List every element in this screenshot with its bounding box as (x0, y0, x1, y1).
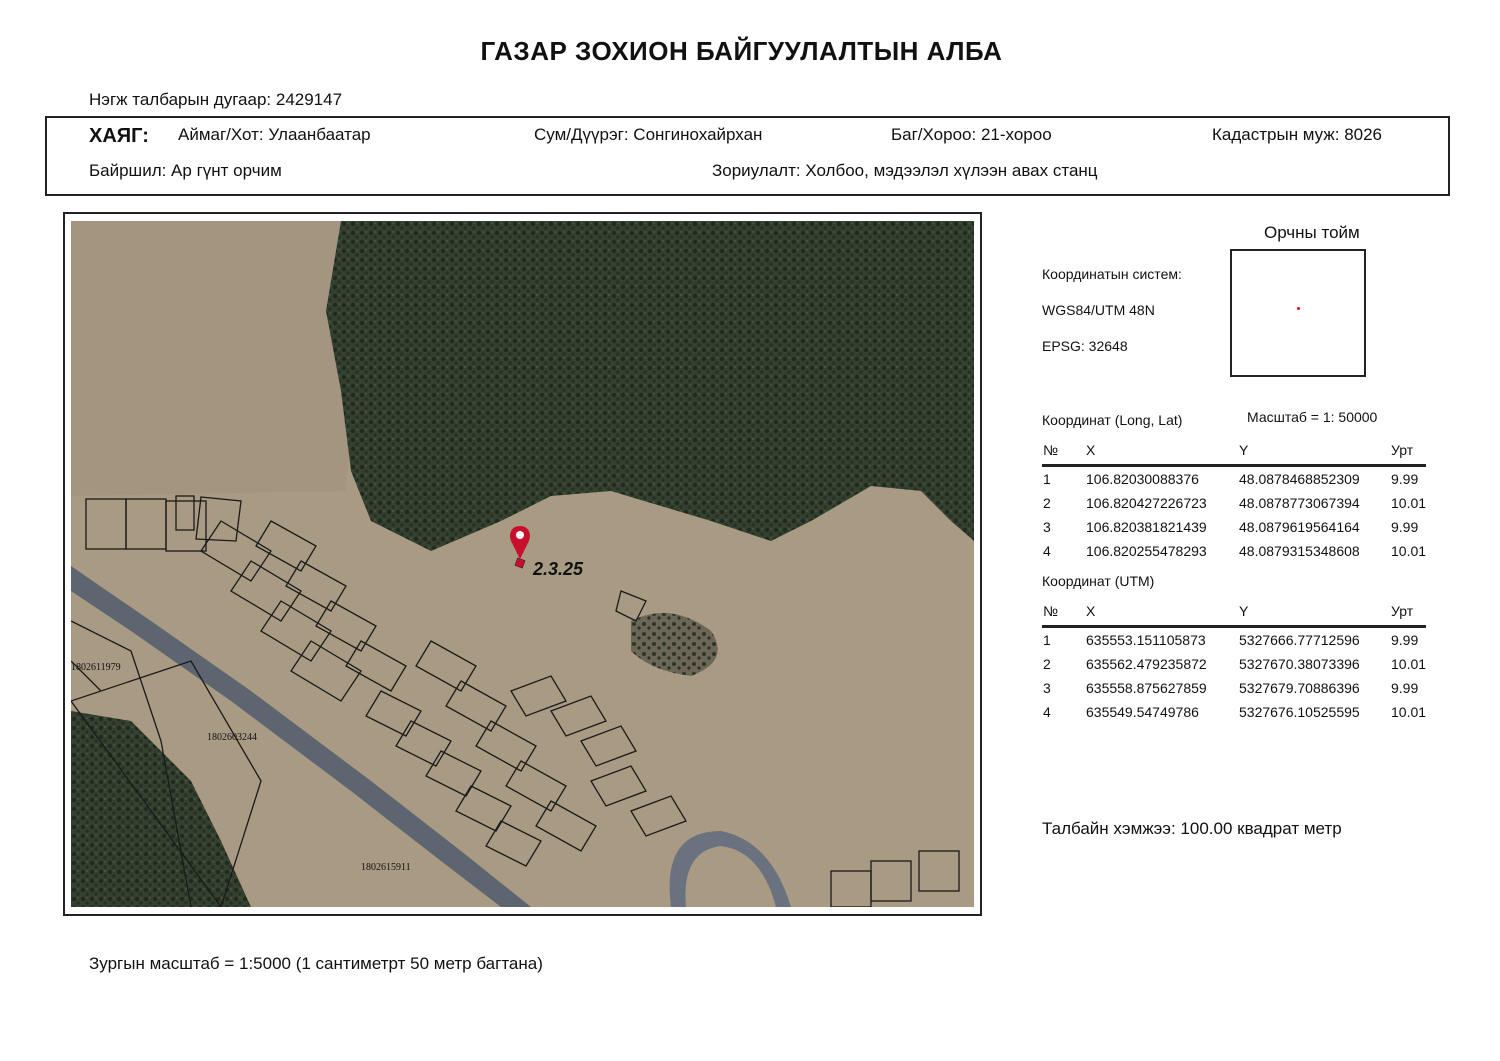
utm-cell: 4 (1043, 704, 1051, 720)
coord-system-label: Координатын систем: (1042, 266, 1182, 282)
sum-field: Сум/Дүүрэг: Сонгинохайрхан (534, 125, 763, 144)
coord-system-name: WGS84/UTM 48N (1042, 302, 1155, 318)
geo-cell: 48.0878773067394 (1239, 495, 1360, 511)
geo-cell: 48.0879315348608 (1239, 543, 1360, 559)
table-row (1042, 515, 1426, 539)
utm-cell: 2 (1043, 656, 1051, 672)
geo-cell: 10.01 (1391, 495, 1427, 511)
utm-header-length: Урт (1391, 601, 1426, 627)
table-row (1042, 539, 1426, 563)
utm-cell: 9.99 (1391, 680, 1419, 696)
geo-cell: 10.01 (1391, 543, 1427, 559)
utm-table-title: Координат (UTM) (1042, 573, 1155, 589)
geo-cell: 106.820427226723 (1086, 495, 1207, 511)
geo-cell: 106.82030088376 (1086, 471, 1199, 487)
geo-cell: 3 (1043, 519, 1051, 535)
overview-map (1230, 249, 1366, 377)
utm-cell: 1 (1043, 632, 1051, 648)
geo-cell: 1 (1043, 471, 1051, 487)
utm-header-no: № (1042, 601, 1086, 627)
parcel-number: Нэгж талбарын дугаар: 2429147 (89, 90, 343, 109)
utm-cell: 635553.151105873 (1086, 632, 1206, 648)
geo-header-no: № (1042, 440, 1086, 466)
table-row (1042, 627, 1426, 653)
geo-cell: 48.0879619564164 (1239, 519, 1360, 535)
utm-cell: 5327676.10525595 (1239, 704, 1360, 720)
parcel-label-3: 1802615911 (361, 862, 411, 873)
utm-cell: 10.01 (1391, 704, 1427, 720)
geo-cell: 48.0878468852309 (1239, 471, 1360, 487)
geo-cell: 2 (1043, 495, 1051, 511)
table-row (1042, 466, 1426, 492)
utm-cell: 635558.875627859 (1086, 680, 1207, 696)
table-row (1042, 676, 1426, 700)
epsg-code: EPSG: 32648 (1042, 338, 1128, 354)
geo-cell: 106.820255478293 (1086, 543, 1207, 559)
map-pin-dot (516, 531, 524, 539)
geo-header-y: Y (1239, 440, 1391, 466)
utm-header-y: Y (1239, 601, 1391, 627)
overview-location-dot (1297, 307, 1300, 310)
utm-cell: 5327666.77712596 (1239, 632, 1360, 648)
grassland-patch (71, 221, 351, 496)
geo-cell: 9.99 (1391, 471, 1419, 487)
utm-header-x: X (1086, 601, 1239, 627)
utm-cell: 3 (1043, 680, 1051, 696)
table-row (1042, 700, 1426, 724)
location-field: Байршил: Ар гүнт орчим (89, 161, 282, 180)
area-size: Талбайн хэмжээ: 100.00 квадрат метр (1042, 819, 1342, 838)
utm-cell: 5327670.38073396 (1239, 656, 1360, 672)
geo-cell: 4 (1043, 543, 1051, 559)
geo-cell: 9.99 (1391, 519, 1419, 535)
utm-coordinates-table (1042, 601, 1426, 724)
utm-cell: 5327679.70886396 (1239, 680, 1360, 696)
page-title: ГАЗАР ЗОХИОН БАЙГУУЛАЛТЫН АЛБА (480, 36, 1003, 66)
address-label: ХАЯГ: (89, 125, 149, 147)
parcel-label-2: 1802603244 (207, 732, 257, 743)
utm-cell: 635549.54749786 (1086, 704, 1199, 720)
satellite-map[interactable] (71, 221, 974, 907)
table-row (1042, 652, 1426, 676)
drawing-scale: Зургын масштаб = 1:5000 (1 сантиметрт 50 метр багтана) (89, 954, 543, 973)
parcel-label-1: 1802611979 (71, 662, 121, 673)
bag-field: Баг/Хороо: 21-хороо (891, 125, 1052, 144)
aimag-field: Аймаг/Хот: Улаанбаатар (178, 125, 371, 144)
geo-header-length: Урт (1391, 440, 1426, 466)
geo-cell: 106.820381821439 (1086, 519, 1207, 535)
table-row (1042, 491, 1426, 515)
utm-cell: 10.01 (1391, 656, 1427, 672)
cadastral-field: Кадастрын муж: 8026 (1212, 125, 1383, 144)
map-scale: Масштаб = 1: 50000 (1247, 409, 1378, 425)
purpose-field: Зориулалт: Холбоо, мэдээлэл хүлээн авах станц (712, 161, 1098, 180)
utm-cell: 9.99 (1391, 632, 1419, 648)
utm-cell: 635562.479235872 (1086, 656, 1207, 672)
overview-title: Орчны тойм (1264, 223, 1360, 242)
marker-label: 2.3.25 (533, 559, 584, 579)
geo-coordinates-table (1042, 440, 1426, 563)
geo-table-title: Координат (Long, Lat) (1042, 412, 1183, 428)
geo-header-x: X (1086, 440, 1239, 466)
